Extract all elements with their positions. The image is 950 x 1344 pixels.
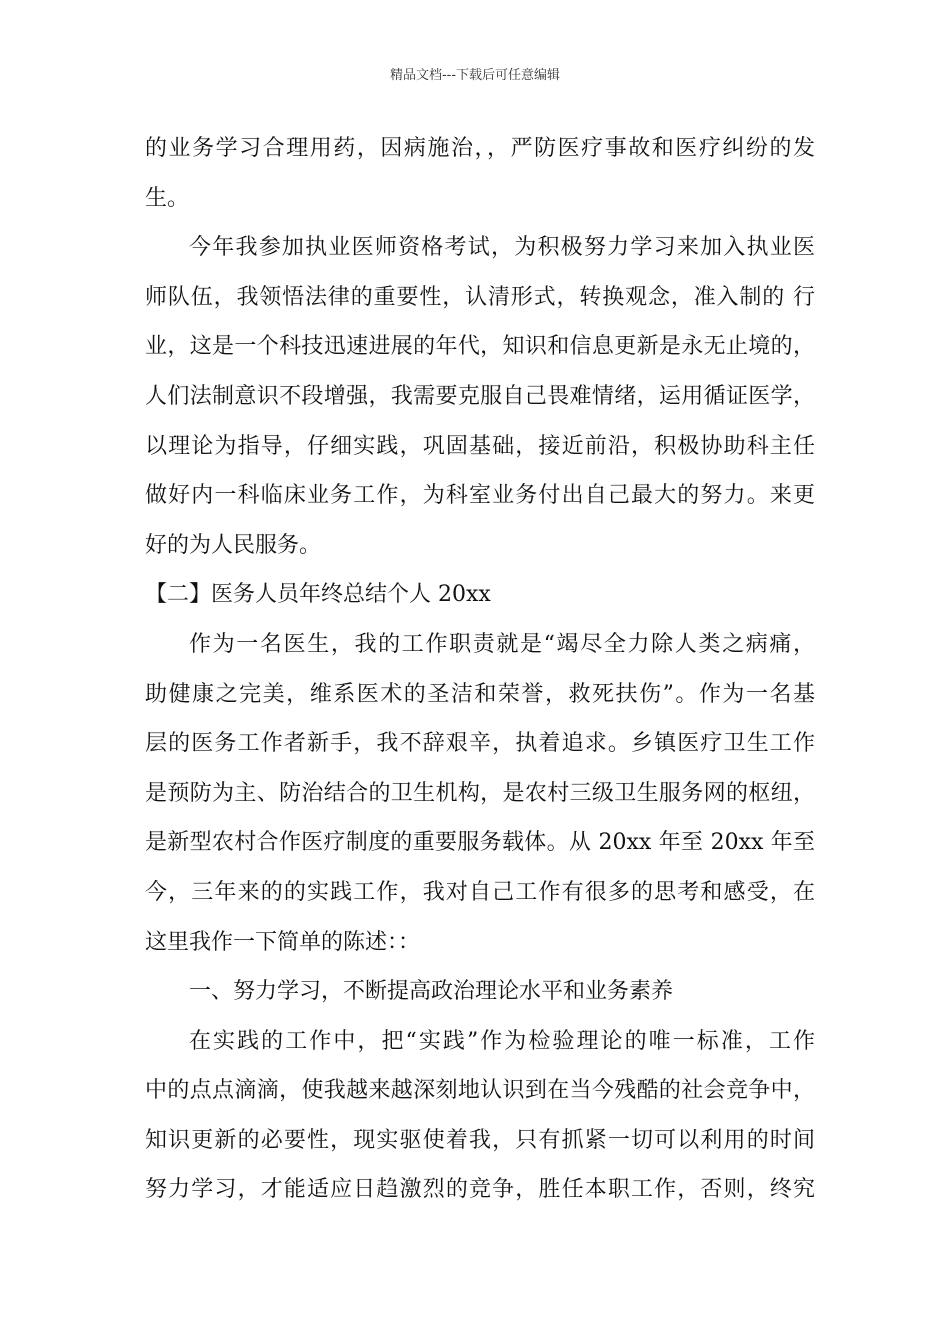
text-line: 人们法制意识不段增强，我需要克服自己畏难情绪，运用循证医学， — [145, 383, 815, 409]
text-line: 是新型农村合作医疗制度的重要服务载体。从 20xx 年至 20xx 年至 — [145, 830, 815, 856]
text-line: 的业务学习合理用药，因病施治，，严防医疗事故和医疗纠纷的发 — [145, 136, 815, 161]
text-line: 做好内一科临床业务工作，为科室业务付出自己最大的努力。来更 — [145, 483, 815, 509]
text-line: 【二】医务人员年终总结个人 20xx — [145, 582, 491, 608]
text-line: 知识更新的必要性，现实驱使着我，只有抓紧一切可以利用的时间 — [145, 1127, 815, 1153]
text-line: 作为一名医生，我的工作职责就是“竭尽全力除人类之病痛， — [189, 631, 815, 657]
text-line: 今，三年来的的实践工作，我对自己工作有很多的思考和感受，在 — [145, 879, 815, 905]
text-line: 以理论为指导，仔细实践，巩固基础，接近前沿，积极协助科主任 — [145, 433, 815, 459]
text-line: 是预防为主、防治结合的卫生机构，是农村三级卫生服务网的枢纽， — [145, 780, 815, 806]
text-line: 在实践的工作中，把“实践”作为检验理论的唯一标准，工作 — [189, 1028, 815, 1054]
page-header: 精品文档---下载后可任意编辑 — [389, 68, 561, 83]
text-line: 一、努力学习，不断提高政治理论水平和业务素养 — [189, 979, 674, 1005]
text-line: 好的为人民服务。 — [145, 532, 322, 558]
text-line: 努力学习，才能适应日趋激烈的竞争，胜任本职工作，否则，终究 — [145, 1177, 815, 1203]
document-body — [145, 124, 815, 1215]
text-line: 今年我参加执业医师资格考试，为积极努力学习来加入执业医 — [189, 235, 815, 261]
text-line: 助健康之完美，维系医术的圣洁和荣誉，救死扶伤”。作为一名基 — [145, 681, 815, 707]
text-line: 生。 — [145, 185, 190, 211]
text-line: 中的点点滴滴，使我越来越深刻地认识到在当今残酷的社会竞争中， — [145, 1078, 815, 1104]
text-line: 层的医务工作者新手，我不辞艰辛，执着追求。乡镇医疗卫生工作 — [145, 731, 815, 757]
text-line: 师队伍，我领悟法律的重要性，认清形式，转换观念，准入制的 行 — [145, 284, 815, 310]
text-line: 这里我作一下简单的陈述：： — [145, 929, 421, 955]
text-line: 业，这是一个科技迅速进展的年代，知识和信息更新是永无止境的， — [145, 334, 815, 360]
